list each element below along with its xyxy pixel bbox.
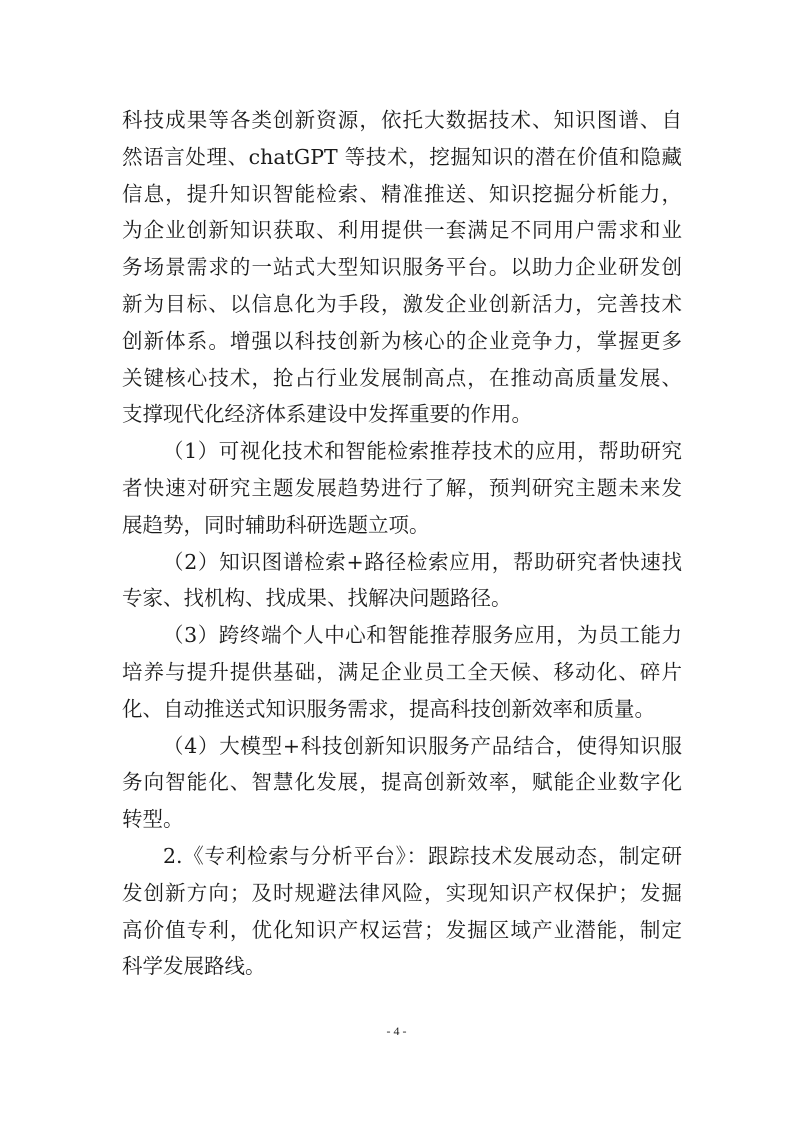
- text-line: 创新体系。增强以科技创新为核心的企业竞争力，掌握更多: [122, 328, 682, 353]
- text-line: 务场景需求的一站式大型知识服务平台。以助力企业研发创: [122, 255, 682, 280]
- text-line: 新为目标、以信息化为手段，激发企业创新活力，完善技术: [122, 291, 682, 316]
- text-line: 化、自动推送式知识服务需求，提高科技创新效率和质量。: [122, 696, 655, 721]
- text-line: 关键核心技术，抢占行业发展制高点，在推动高质量发展、: [122, 365, 682, 390]
- text-line: 为企业创新知识获取、利用提供一套满足不同用户需求和业: [122, 218, 682, 243]
- text-line: 科技成果等各类创新资源，依托大数据技术、知识图谱、自: [122, 108, 682, 132]
- text-line: 者快速对研究主题发展趋势进行了解，预判研究主题未来发: [122, 475, 682, 500]
- text-line: 务向智能化、智慧化发展，提高创新效率，赋能企业数字化: [122, 770, 682, 795]
- text-line: 2.《专利检索与分析平台》：跟踪技术发展动态，制定研: [163, 843, 682, 868]
- text-line: 支撑现代化经济体系建设中发挥重要的作用。: [122, 402, 532, 427]
- text-line: 高价值专利，优化知识产权运营；发掘区域产业潜能，制定: [122, 917, 682, 942]
- text-line: 展趋势，同时辅助科研选题立项。: [122, 512, 430, 537]
- page-number: - 4 -: [386, 1024, 407, 1038]
- text-line: 发创新方向；及时规避法律风险，实现知识产权保护；发掘: [122, 880, 682, 905]
- text-line: 转型。: [122, 807, 184, 832]
- text-line: （3）跨终端个人中心和智能推荐服务应用，为员工能力: [163, 623, 682, 648]
- text-line: 培养与提升提供基础，满足企业员工全天候、移动化、碎片: [122, 659, 682, 684]
- text-line: 科学发展路线。: [122, 954, 266, 979]
- text-line: 专家、找机构、找成果、找解决问题路径。: [122, 586, 512, 611]
- text-line: 信息，提升知识智能检索、精准推送、知识挖掘分析能力，: [122, 181, 682, 206]
- text-line: （4）大模型+科技创新知识服务产品结合，使得知识服: [163, 733, 682, 758]
- text-line: 然语言处理、chatGPT 等技术，挖掘知识的潜在价值和隐藏: [122, 144, 682, 169]
- text-line: （1）可视化技术和智能检索推荐技术的应用，帮助研究: [163, 439, 682, 464]
- text-line: （2）知识图谱检索+路径检索应用，帮助研究者快速找: [163, 549, 682, 574]
- body-text: [122, 102, 682, 985]
